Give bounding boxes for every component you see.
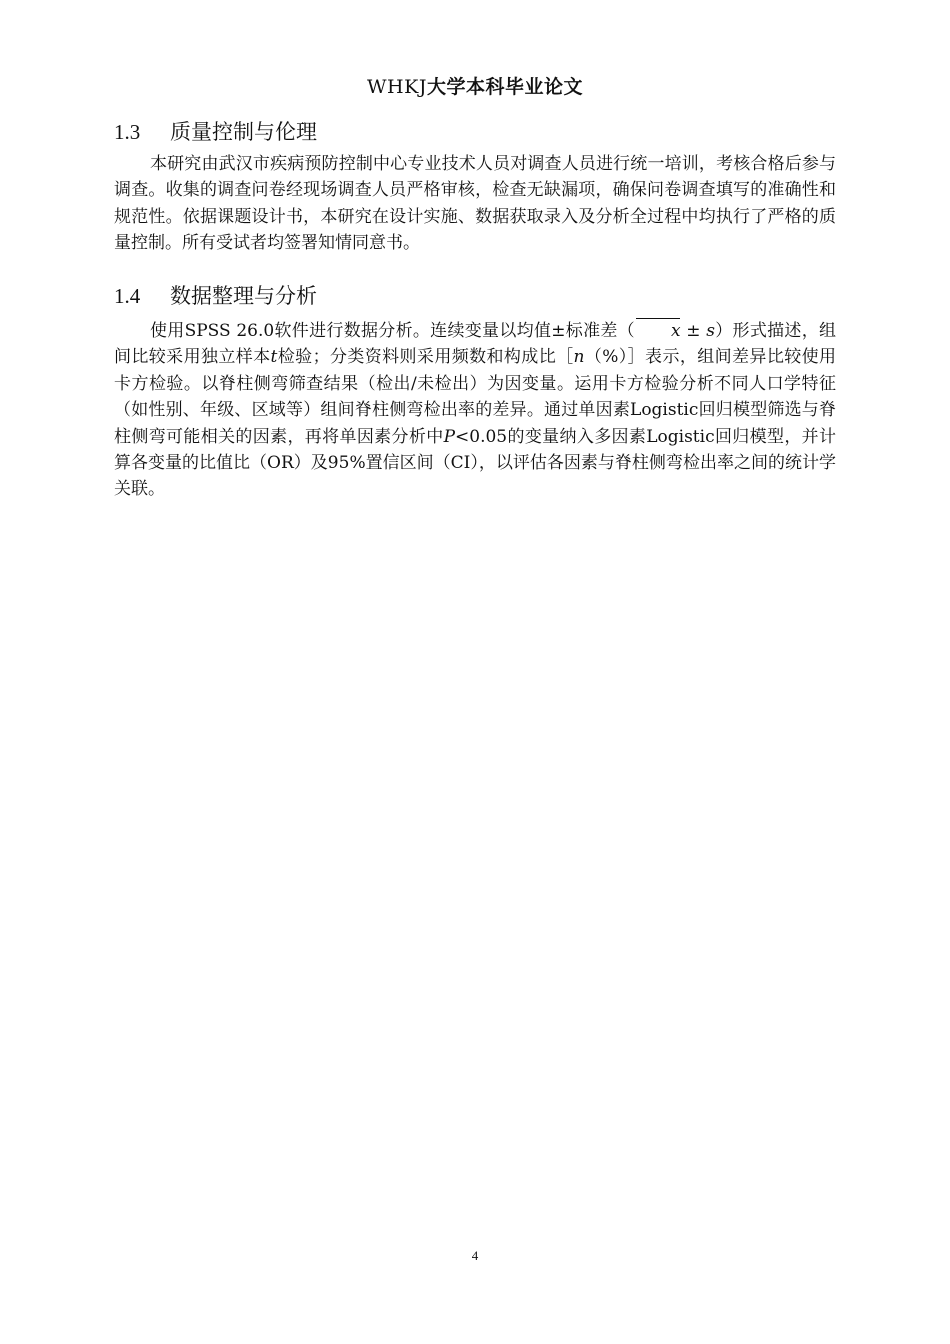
p-symbol: P <box>443 426 456 447</box>
header-title: 大学本科毕业论文 <box>426 76 583 98</box>
section-number: 1.4 <box>114 284 141 308</box>
text-run: <0.05的变量纳入多因素Logistic回归模型，并计算各变量的比值比（OR）及95%置信区间（CI），以评估各因素与脊柱侧弯检出率之间的统计学关联。 <box>114 426 837 500</box>
paragraph-data-analysis <box>114 316 836 503</box>
text-run: 检验；分类资料则采用频数和构成比［ <box>277 347 574 368</box>
text-run: ）形式描述，组间比较采用独立样本 <box>114 321 837 368</box>
section-title: 质量控制与伦理 <box>170 120 317 144</box>
header-prefix: WHKJ <box>367 76 427 98</box>
paragraph-quality-control: 本研究由武汉市疾病预防控制中心专业技术人员对调查人员进行统一培训，考核合格后参与调查。收集的调查问卷经现场调查人员严格审核，检查无缺漏项，确保问卷调查填写的准确性和规范性。依据课题设计书，本研究在设计实施、数据获取录入及分析全过程中均执行了严格的质量控制。所有受试者均签署知情同意书。 <box>114 154 836 254</box>
section-number: 1.3 <box>114 120 141 144</box>
mean-symbol: x <box>635 316 681 344</box>
n-symbol: n <box>573 347 585 368</box>
plus-minus: ± <box>680 321 707 341</box>
section-heading-1-4 <box>114 280 317 310</box>
section-title: 数据整理与分析 <box>170 284 317 308</box>
page-number: 4 <box>471 1248 479 1263</box>
t-symbol: t <box>270 347 278 368</box>
text-run: 使用SPSS 26.0软件进行数据分析。连续变量以均值±标准差（ <box>150 321 635 341</box>
page-header <box>0 72 950 99</box>
text-run: （%）］表示，组间差异比较使用卡方检验。以脊柱侧弯筛查结果（检出/未检出）为因变量。运用卡方检验分析不同人口学特征（如性别、年级、区域等）组间脊柱侧弯检出率的差异。通过单因素Logistic回归模型筛选与脊柱侧弯可能相关的因素，再将单因素分析中 <box>114 347 836 447</box>
section-heading-1-3 <box>114 116 317 146</box>
sd-symbol: s <box>706 321 715 341</box>
